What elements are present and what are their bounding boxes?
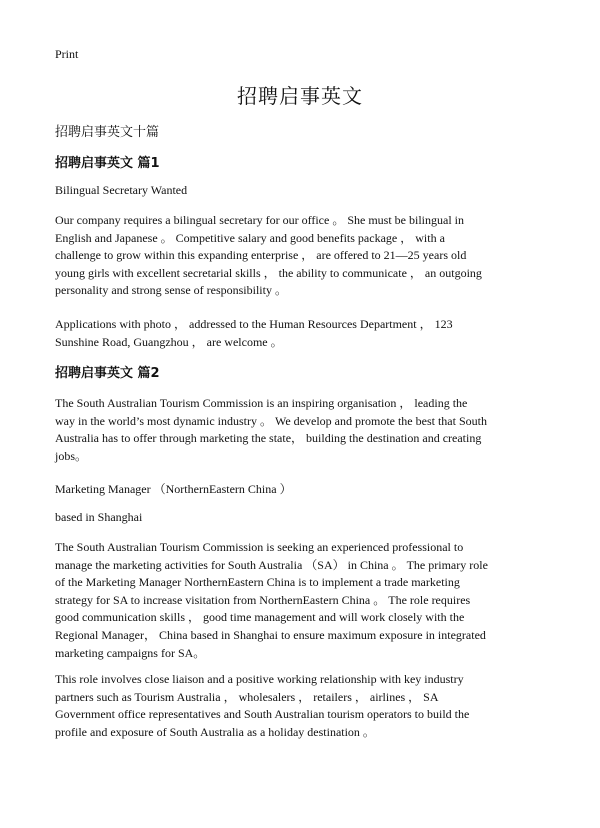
paragraph-line: Applications with photo ， addressed to the Human Resources Department ， 123 <box>55 317 453 331</box>
job-title-line: Bilingual Secretary Wanted <box>55 183 188 197</box>
paragraph-line: The South Australian Tourism Commission is an inspiring organisation ， leading the <box>55 396 468 410</box>
paragraph-line: Regional Manager， China based in Shanghai to ensure maximum exposure in integrated <box>55 627 486 642</box>
paragraph-line: challenge to grow within this expanding enterprise ， are offered to 21—25 years old <box>55 248 467 263</box>
paragraph-line: personality and strong sense of responsibility 。 <box>55 283 287 298</box>
paragraph-line: strategy for SA to increase visitation from NorthernEastern China 。 The role requires <box>55 592 471 607</box>
paragraph-requirements <box>55 212 545 300</box>
section-heading-2: 招聘启事英文 篇2 <box>55 366 160 381</box>
paragraph-line: good communication skills ， good time management and will work closely with the <box>55 610 465 625</box>
print-link[interactable]: Print <box>55 47 79 61</box>
page-title: 招聘启事英文 <box>237 84 363 108</box>
paragraph-intro <box>55 395 545 465</box>
paragraph-line: manage the marketing activities for South Australia （SA） in China 。 The primary role <box>55 557 488 572</box>
document-subtitle: 招聘启事英文十篇 <box>55 125 160 140</box>
paragraph-applications <box>55 316 545 351</box>
paragraph-line: English and Japanese 。 Competitive salary and good benefits package ， with a <box>55 230 445 245</box>
position-title-line: Marketing Manager （NorthernEastern China ） <box>55 482 292 496</box>
paragraph-line: Government office representatives and South Australian tourism operators to build the <box>55 707 470 722</box>
paragraph-line: Sunshine Road, Guangzhou ， are welcome 。 <box>55 334 283 349</box>
paragraph-line: profile and exposure of South Australia as a holiday destination 。 <box>55 724 375 739</box>
paragraph-line: partners such as Tourism Australia ， wholesalers ， retailers ， airlines ， SA <box>55 689 439 704</box>
paragraph-line: way in the world’s most dynamic industry 。 We develop and promote the best that South <box>55 413 487 428</box>
paragraph-line: Australia has to offer through marketing the state， building the destination and creating <box>55 431 482 446</box>
paragraph-line: young girls with excellent secretarial skills ， the ability to communicate ， an outgoing <box>55 265 482 280</box>
section-heading-1: 招聘启事英文 篇1 <box>55 156 160 171</box>
paragraph-line: marketing campaigns for SA。 <box>55 645 206 660</box>
paragraph-line: The South Australian Tourism Commission is seeking an experienced professional to <box>55 540 464 554</box>
paragraph-line: Our company requires a bilingual secretary for our office 。 She must be bilingual in <box>55 213 464 227</box>
paragraph-role <box>55 539 545 662</box>
paragraph-line: jobs。 <box>55 448 88 463</box>
location-line: based in Shanghai <box>55 510 143 524</box>
paragraph-line: This role involves close liaison and a positive working relationship with key industry <box>55 672 464 686</box>
paragraph-liaison <box>55 671 545 741</box>
paragraph-line: of the Marketing Manager NorthernEastern China is to implement a trade marketing <box>55 575 460 590</box>
